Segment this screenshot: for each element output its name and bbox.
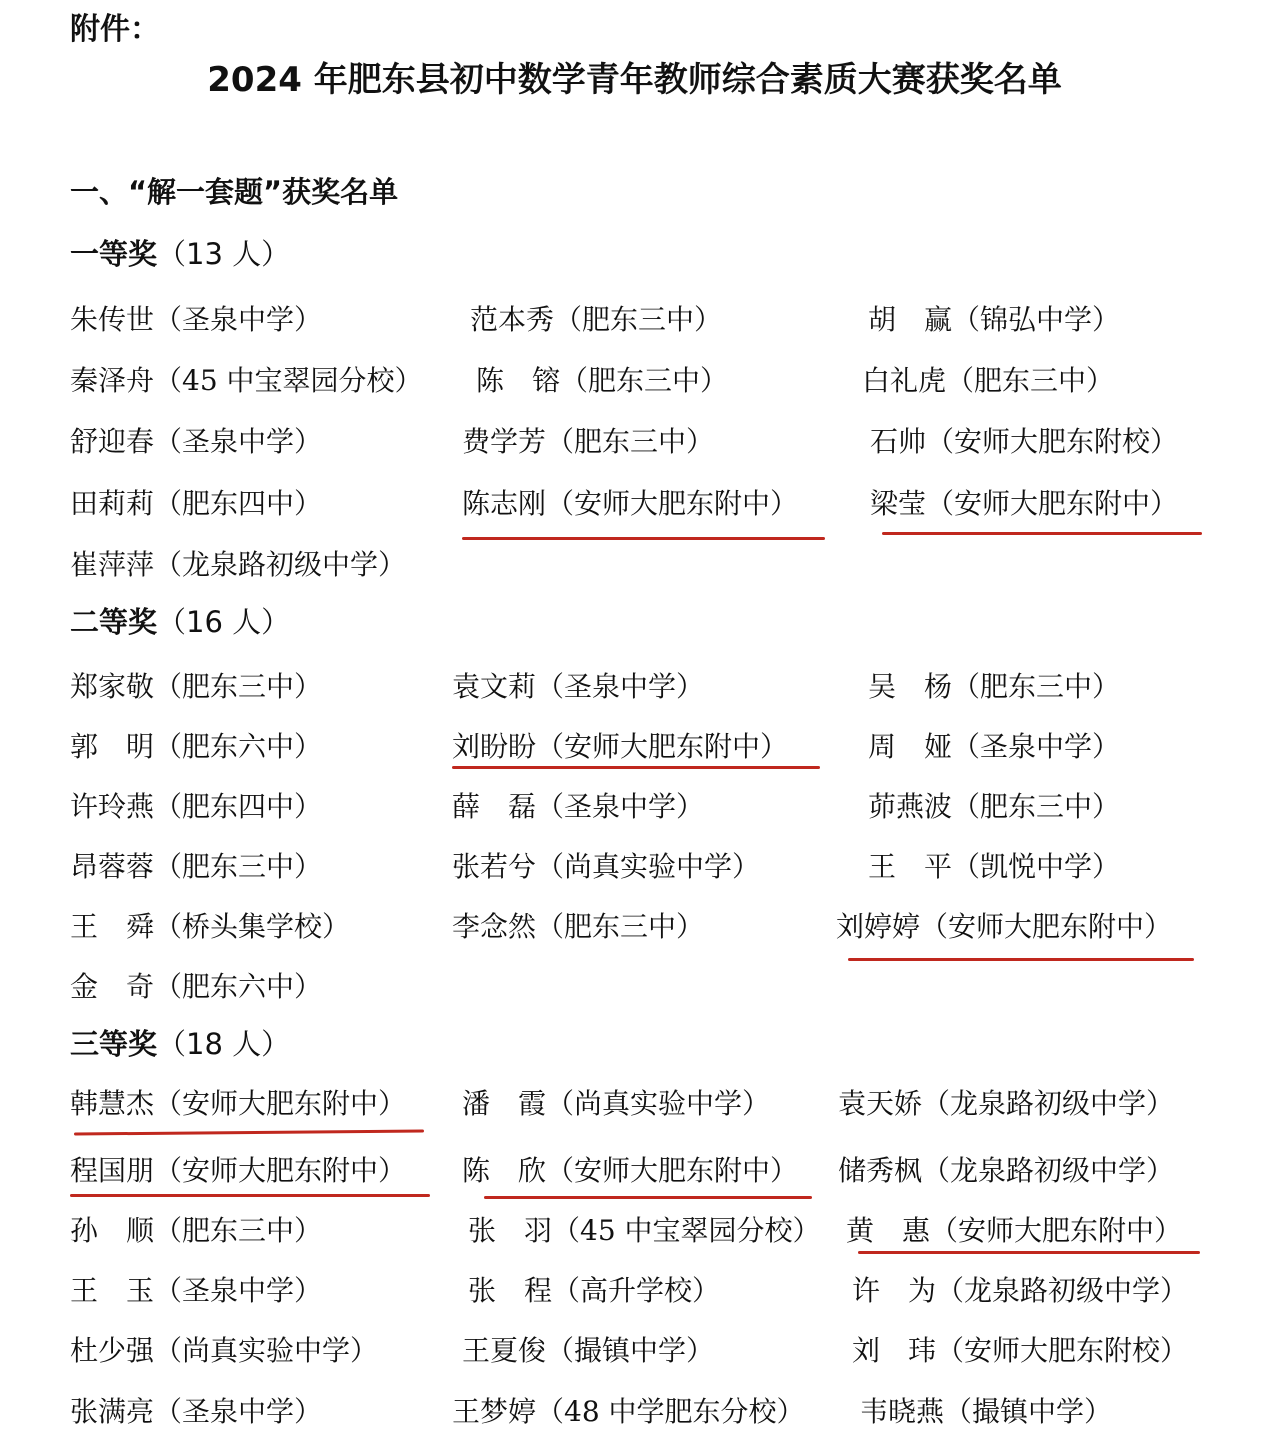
winner-entry: 韦晓燕（撮镇中学） xyxy=(860,1395,1113,1428)
winner-entry: 王梦婷（48 中学肥东分校） xyxy=(452,1395,805,1428)
award-label: 一等奖 xyxy=(70,237,158,271)
highlight-underline xyxy=(452,766,820,769)
winner-entry: 陈 欣（安师大肥东附中） xyxy=(462,1154,799,1187)
award-count: （18 人） xyxy=(157,1027,291,1061)
winner-entry: 孙 顺（肥东三中） xyxy=(70,1214,323,1247)
highlight-underline xyxy=(484,1196,812,1199)
winner-entry: 潘 霞（尚真实验中学） xyxy=(462,1087,771,1120)
winner-entry: 韩慧杰（安师大肥东附中） xyxy=(70,1087,407,1120)
award-count: （16 人） xyxy=(157,605,291,639)
winner-entry: 刘盼盼（安师大肥东附中） xyxy=(452,730,789,763)
winner-entry: 周 娅（圣泉中学） xyxy=(868,730,1121,763)
award-label: 二等奖 xyxy=(70,605,158,639)
award-label: 三等奖 xyxy=(70,1027,158,1061)
winner-entry: 程国朋（安师大肥东附中） xyxy=(70,1154,407,1187)
winner-entry: 郭 明（肥东六中） xyxy=(70,730,323,763)
winner-entry: 田莉莉（肥东四中） xyxy=(70,487,323,520)
winner-entry: 王 舜（桥头集学校） xyxy=(70,910,351,943)
winner-entry: 袁文莉（圣泉中学） xyxy=(452,670,705,703)
winner-entry: 王 玉（圣泉中学） xyxy=(70,1274,323,1307)
winner-entry: 袁天娇（龙泉路初级中学） xyxy=(838,1087,1175,1120)
winner-entry: 朱传世（圣泉中学） xyxy=(70,303,323,336)
highlight-underline xyxy=(858,1251,1200,1254)
winner-entry: 薛 磊（圣泉中学） xyxy=(452,790,705,823)
winner-entry: 白礼虎（肥东三中） xyxy=(862,364,1115,397)
winner-entry: 王夏俊（撮镇中学） xyxy=(462,1334,715,1367)
winner-entry: 张若兮（尚真实验中学） xyxy=(452,850,761,883)
winner-entry: 胡 赢（锦弘中学） xyxy=(868,303,1121,336)
award-heading-second xyxy=(70,600,290,641)
winner-entry: 许玲燕（肥东四中） xyxy=(70,790,323,823)
winner-entry: 石帅（安师大肥东附校） xyxy=(870,425,1179,458)
winner-entry: 茆燕波（肥东三中） xyxy=(868,790,1121,823)
winner-entry: 崔萍萍（龙泉路初级中学） xyxy=(70,548,407,581)
winner-entry: 刘婷婷（安师大肥东附中） xyxy=(836,910,1173,943)
winner-entry: 郑家敬（肥东三中） xyxy=(70,670,323,703)
winner-entry: 范本秀（肥东三中） xyxy=(470,303,723,336)
winner-entry: 梁莹（安师大肥东附中） xyxy=(870,487,1179,520)
highlight-underline xyxy=(882,532,1202,535)
winner-entry: 杜少强（尚真实验中学） xyxy=(70,1334,379,1367)
winner-entry: 费学芳（肥东三中） xyxy=(462,425,715,458)
winner-entry: 李念然（肥东三中） xyxy=(452,910,705,943)
winner-entry: 王 平（凯悦中学） xyxy=(868,850,1121,883)
winner-entry: 黄 惠（安师大肥东附中） xyxy=(846,1214,1183,1247)
winner-entry: 昂蓉蓉（肥东三中） xyxy=(70,850,323,883)
document-title: 2024 年肥东县初中数学青年教师综合素质大赛获奖名单 xyxy=(207,60,1062,100)
award-heading-first xyxy=(70,232,290,273)
highlight-underline xyxy=(462,537,825,540)
winner-entry: 刘 玮（安师大肥东附校） xyxy=(852,1334,1189,1367)
winner-entry: 秦泽舟（45 中宝翠园分校） xyxy=(70,364,423,397)
highlight-underline xyxy=(848,958,1194,961)
winner-entry: 张 羽（45 中宝翠园分校） xyxy=(468,1214,821,1247)
award-count: （13 人） xyxy=(157,237,291,271)
winner-entry: 张 程（高升学校） xyxy=(468,1274,721,1307)
winner-entry: 许 为（龙泉路初级中学） xyxy=(852,1274,1189,1307)
highlight-underline xyxy=(70,1194,430,1197)
winner-entry: 吴 杨（肥东三中） xyxy=(868,670,1121,703)
winner-entry: 张满亮（圣泉中学） xyxy=(70,1395,323,1428)
winner-entry: 储秀枫（龙泉路初级中学） xyxy=(838,1154,1175,1187)
winner-entry: 陈 镕（肥东三中） xyxy=(476,364,729,397)
winner-entry: 舒迎春（圣泉中学） xyxy=(70,425,323,458)
section-heading: 一、“解一套题”获奖名单 xyxy=(70,175,399,209)
attachment-label: 附件： xyxy=(70,12,160,47)
winner-entry: 陈志刚（安师大肥东附中） xyxy=(462,487,799,520)
highlight-underline xyxy=(74,1129,424,1135)
winner-entry: 金 奇（肥东六中） xyxy=(70,970,323,1003)
award-heading-third xyxy=(70,1022,290,1063)
